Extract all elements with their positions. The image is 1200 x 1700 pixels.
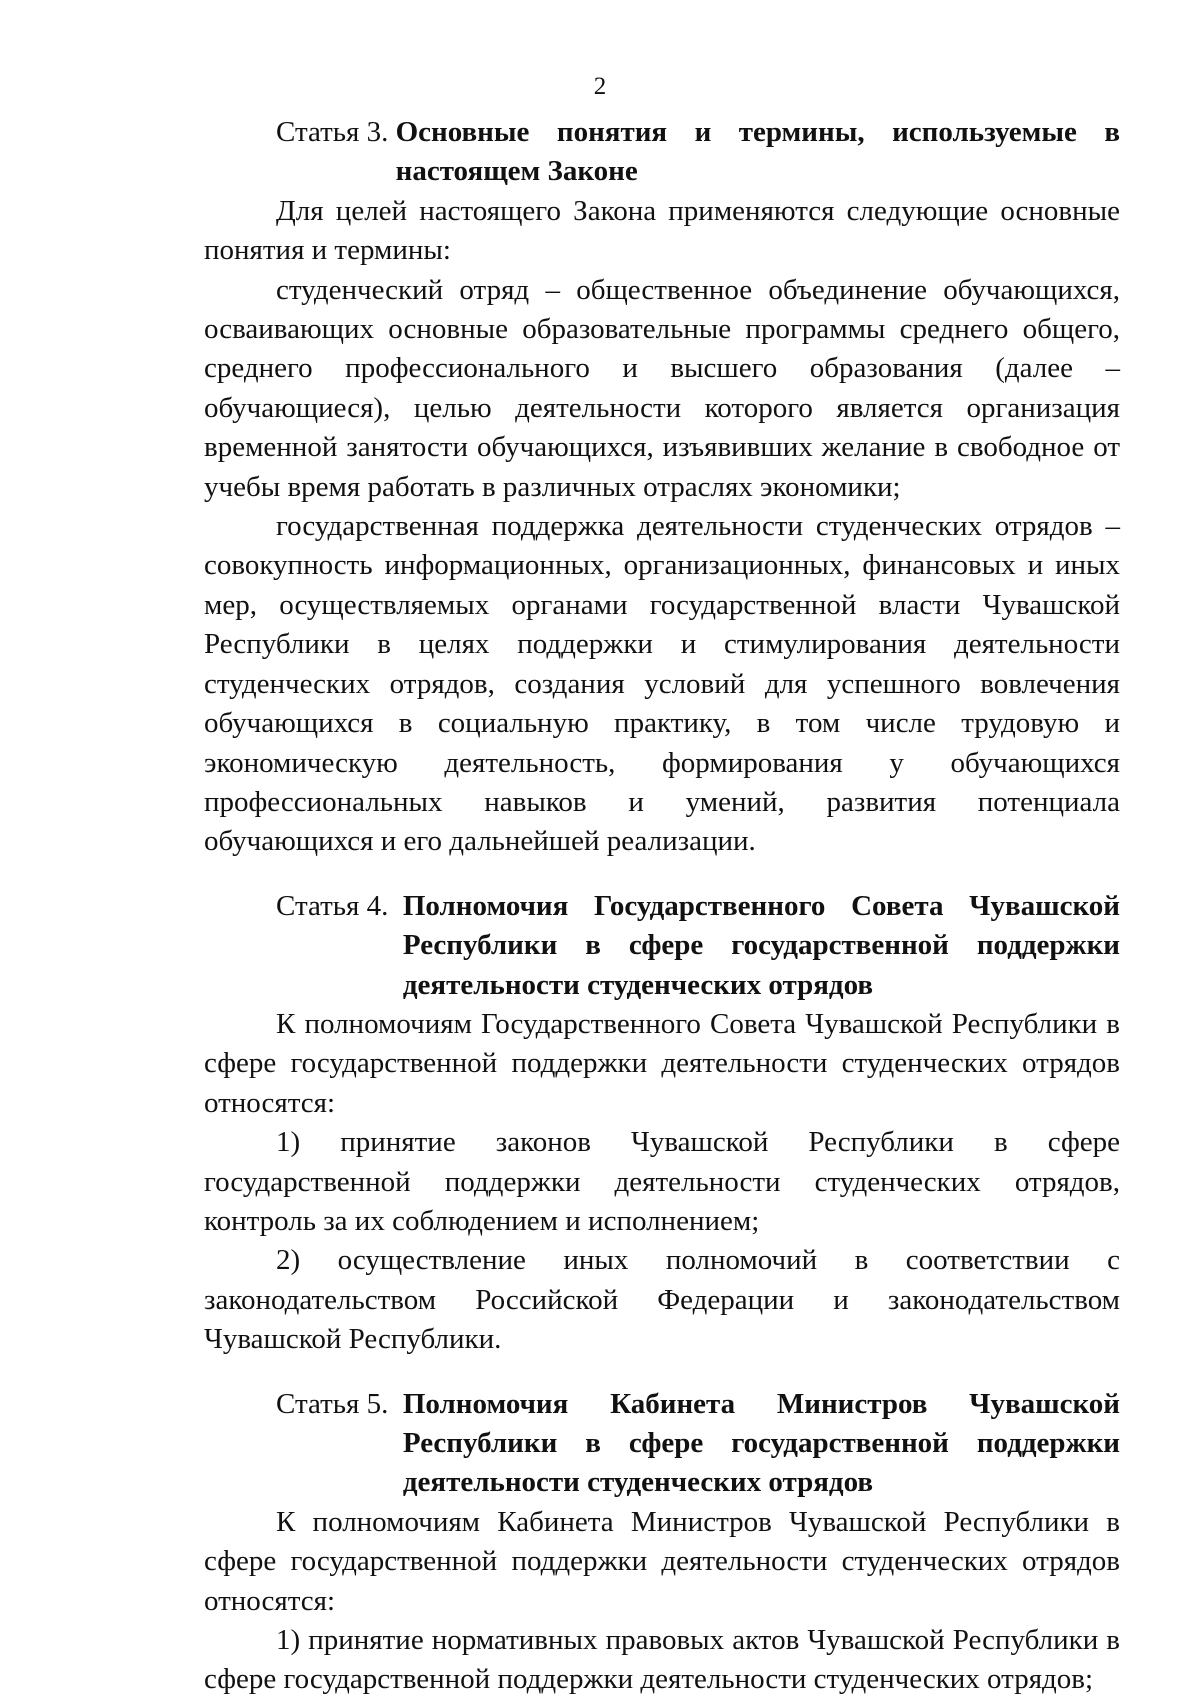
- article-4-paragraph-1: К полномочиям Государственного Совета Чувашской Республики в сфере государственной поддержки деятельности студенческих отрядов относятся:: [204, 1007, 1120, 1119]
- article-3-paragraph-2: студенческий отряд – общественное объединение обучающихся, осваивающих основные образовательные программы среднего общего, среднего профессионального и высшего образования (далее – обучающиеся), целью деятельности которого является организация временной занятости обучающихся, изъявивших желание в свободное от учебы время работать в различных отраслях экономики;: [204, 273, 1120, 503]
- article-3-title: Основные понятия и термины, используемые в настоящем Законе: [395, 116, 1120, 188]
- section-gap: [204, 862, 1120, 887]
- article-4-heading: [276, 887, 1120, 1005]
- article-5-paragraph-2: 1) принятие нормативных правовых актов Чувашской Республики в сфере государственной поддержки деятельности студенческих отрядов;: [204, 1624, 1120, 1696]
- article-5-label: Статья 5.: [276, 1387, 389, 1420]
- article-5-heading: [276, 1385, 1120, 1503]
- article-5-title: Полномочия Кабинета Министров Чувашской Республики в сфере государственной поддержки деятельности студенческих отрядов: [402, 1387, 1120, 1499]
- article-3-label: Статья 3.: [276, 116, 389, 148]
- article-4-paragraph-2: 1) принятие законов Чувашской Республики в сфере государственной поддержки деятельности студенческих отрядов, контроль за их соблюдением и исполнением;: [204, 1126, 1120, 1237]
- article-5-paragraph-1: К полномочиям Кабинета Министров Чувашской Республики в сфере государственной поддержки деятельности студенческих отрядов относятся:: [204, 1505, 1120, 1617]
- page-number: 2: [593, 73, 607, 100]
- article-4-title: Полномочия Государственного Совета Чувашской Республики в сфере государственной поддержки деятельности студенческих отрядов: [402, 889, 1120, 1001]
- section-gap: [204, 1360, 1120, 1385]
- article-3-paragraph-1: Для целей настоящего Закона применяются следующие основные понятия и термины:: [204, 194, 1120, 267]
- article-4-label: Статья 4.: [276, 889, 389, 922]
- document-body: [204, 113, 1120, 1700]
- article-3-paragraph-3: государственная поддержка деятельности студенческих отрядов – совокупность информационных, организационных, финансовых и иных мер, осуществляемых органами государственной власти Чувашской Республики в целях поддержки и стимулирования деятельности студенческих отрядов, создания условий для успешного вовлечения обучающихся в социальную практику, в том числе трудовую и экономическую деятельность, формирования у обучающихся профессиональных навыков и умений, развития потенциала обучающихся и его дальнейшей реализации.: [204, 510, 1120, 858]
- article-3-heading: [276, 113, 1120, 192]
- article-4-paragraph-3: 2) осуществление иных полномочий в соответствии с законодательством Российской Федерации и законодательством Чувашской Республики.: [204, 1244, 1120, 1356]
